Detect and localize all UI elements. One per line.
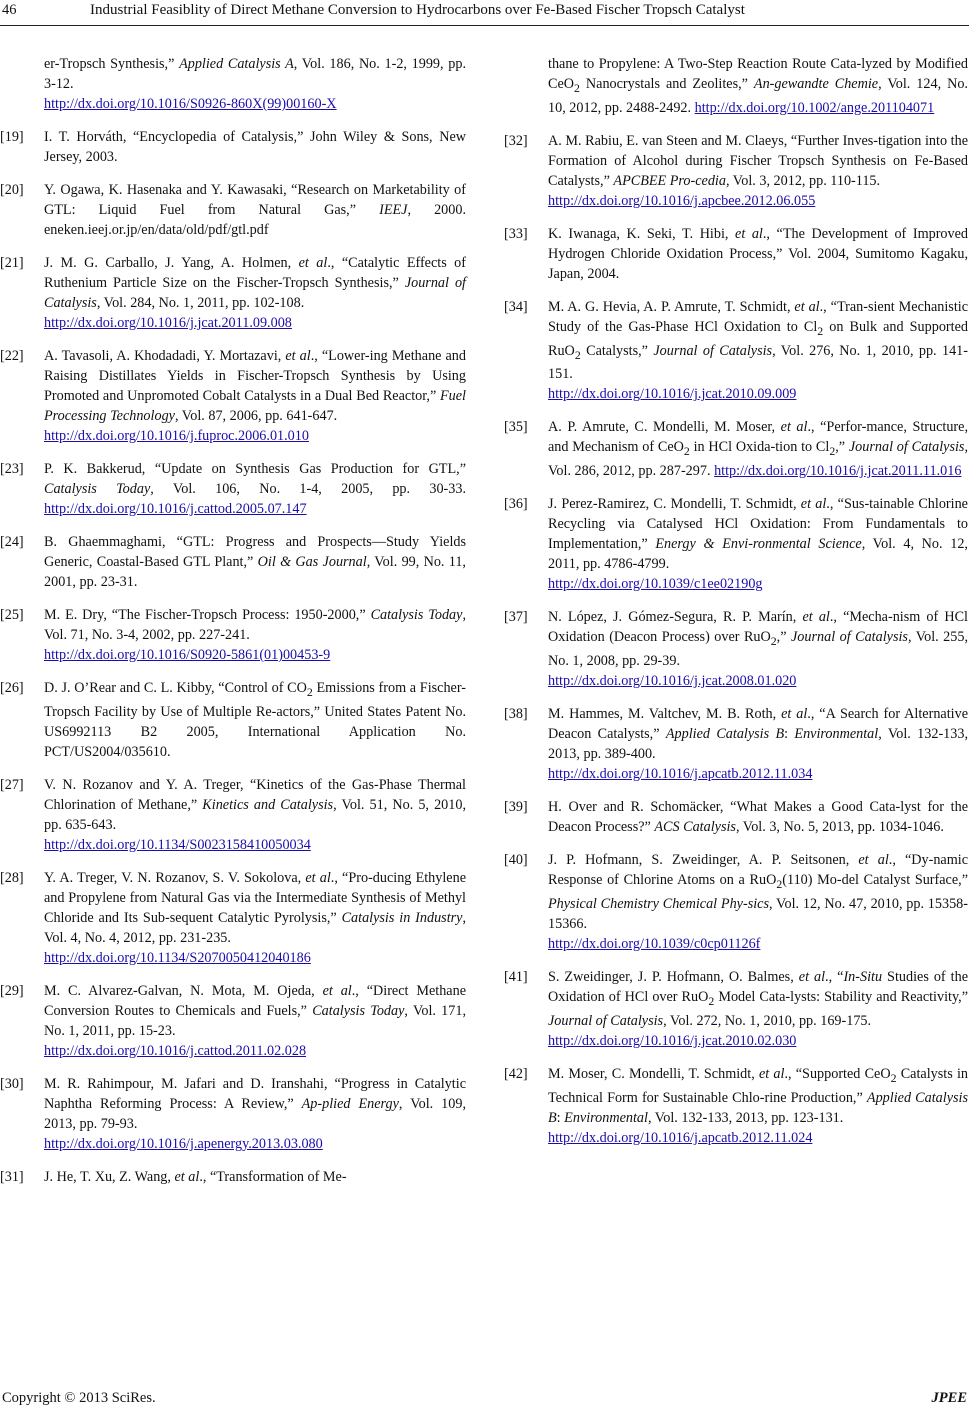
doi-link[interactable]: http://dx.doi.org/10.1039/c1ee02190g [548, 576, 763, 593]
doi-link[interactable]: http://dx.doi.org/10.1039/c0cp01126f [548, 935, 761, 952]
reference-text [548, 1064, 968, 1148]
reference-text [548, 797, 968, 837]
reference-number: [26] [0, 680, 24, 696]
reference-number: [29] [0, 982, 24, 999]
reference-entry [504, 704, 968, 784]
reference-text [44, 1167, 466, 1187]
reference-number: [22] [0, 348, 24, 364]
reference-text [44, 678, 466, 762]
doi-link[interactable]: http://dx.doi.org/10.1016/j.cattod.2011.02.028 [44, 1042, 307, 1059]
reference-citation: D. J. O’Rear and C. L. Kibby, “Control of $CO_2$ Emissions from a Fischer-Tropsch Facility by Use of Multiple Re-actors,” United States Patent No. US6992113 B2 2005, International Application No. PCT/US2004/035610. [44, 680, 467, 760]
reference-entry [0, 868, 466, 968]
reference-text [548, 607, 968, 691]
reference-entry [0, 180, 466, 240]
reference-number: [27] [0, 776, 24, 793]
journal-abbreviation: JPEE [931, 1390, 967, 1406]
page-number: 46 [2, 2, 17, 18]
doi-link[interactable]: http://dx.doi.org/10.1016/j.fuproc.2006.01.010 [44, 428, 309, 444]
reference-citation: I. T. Horváth, “Encyclopedia of Catalysis,” John Wiley & Sons, New Jersey, 2003. [44, 129, 466, 165]
reference-citation: Y. A. Treger, V. N. Rozanov, S. V. Sokolova, et al., “Pro-ducing Ethylene and Propylene from Natural Gas via the Intermediate Synthesis of Methyl Chloride and Its Sub-sequent Catalytic Pyrolysis,” Catalysis in Industry, Vol. 4, No. 4, 2012, pp. 231-235. [44, 869, 467, 946]
reference-text [44, 868, 466, 968]
doi-link[interactable]: http://dx.doi.org/10.1016/j.apcatb.2012.11.024 [548, 1129, 813, 1146]
reference-entry [0, 605, 466, 665]
reference-citation: J. P. Hofmann, S. Zweidinger, A. P. Seitsonen, et al., “Dy-namic Response of Chlorine Atoms on a RuO$_2$(110) Mo-del Catalyst Surface,” Physical Chemistry Chemical Phy-sics, Vol. 12, No. 47, 2010, pp. 15358-15366. [548, 852, 968, 932]
reference-citation: P. K. Bakkerud, “Update on Synthesis Gas Production for GTL,” Catalysis Today, Vol. 106, No. 1-4, 2005, pp. 30-33. [44, 461, 466, 497]
doi-link[interactable]: http://dx.doi.org/10.1016/j.jcat.2008.01.020 [548, 673, 797, 690]
reference-citation: H. Over and R. Schomäcker, “What Makes a Good Cata-lyst for the Deacon Process?” ACS Catalysis, Vol. 3, No. 5, 2013, pp. 1034-1046. [548, 799, 968, 836]
reference-entry [504, 297, 968, 405]
header-rule [0, 25, 969, 26]
reference-citation: M. Hammes, M. Valtchev, M. B. Roth, et al., “A Search for Alternative Deacon Catalysts,” Applied Catalysis B: Environmental, Vol. 132-133, 2013, pp. 389-400. [548, 706, 969, 763]
running-title: Industrial Feasiblity of Direct Methane Conversion to Hydrocarbons over Fe-Based Fischer Tropsch Catalyst [90, 2, 745, 18]
reference-text [548, 494, 968, 594]
reference-entry [0, 775, 466, 855]
doi-link[interactable]: http://dx.doi.org/10.1016/j.apenergy.2013.03.080 [44, 1135, 323, 1152]
reference-number: [33] [504, 225, 528, 242]
reference-entry [504, 850, 968, 954]
page-footer [0, 1390, 969, 1412]
doi-link[interactable]: http://dx.doi.org/10.1016/j.cattod.2005.07.147 [44, 501, 307, 517]
reference-entry [504, 224, 968, 284]
reference-citation: A. P. Amrute, C. Mondelli, M. Moser, et al., “Perfor-mance, Structure, and Mechanism of CeO$_2$ in HCl Oxida-tion to $Cl_2$,” Journal of Catalysis, Vol. 286, 2012, pp. 287-297. [548, 419, 969, 480]
reference-number: [35] [504, 419, 528, 436]
reference-citation: V. N. Rozanov and Y. A. Treger, “Kinetics of the Gas-Phase Thermal Chlorination of Methane,” Kinetics and Catalysis, Vol. 51, No. 5, 2010, pp. 635-643. [44, 776, 466, 833]
reference-number: [19] [0, 129, 24, 145]
reference-citation: J. M. G. Carballo, J. Yang, A. Holmen, et al., “Catalytic Effects of Ruthenium Particle Size on the Fischer-Tropsch Synthesis,” Journal of Catalysis, Vol. 284, No. 1, 2011, pp. 102-108. [44, 255, 466, 311]
reference-number: [38] [504, 706, 528, 723]
reference-number: [28] [0, 869, 24, 886]
reference-entry [0, 981, 466, 1061]
reference-number: [21] [0, 255, 24, 271]
doi-link[interactable]: http://dx.doi.org/10.1016/j.jcat.2011.11.016 [714, 463, 962, 480]
doi-link[interactable]: http://dx.doi.org/10.1016/j.apcbee.2012.06.055 [548, 192, 816, 209]
reference-entry [0, 1167, 466, 1187]
doi-link[interactable]: http://dx.doi.org/10.1016/S0926-860X(99)00160-X [44, 96, 337, 112]
reference-text [44, 775, 466, 855]
reference-text [548, 54, 968, 118]
reference-citation: thane to Propylene: A Two-Step Reaction Route Cata-lyzed by Modified CeO$_2$ Nanocrystals and Zeolites,” An-gewandte Chemie, Vol. 124, No. 10, 2012, pp. 2488-2492. [548, 56, 968, 116]
reference-text [548, 297, 968, 405]
reference-entry [504, 131, 968, 211]
reference-text [548, 417, 968, 481]
reference-entry [0, 346, 466, 446]
doi-link[interactable]: http://dx.doi.org/10.1134/S0023158410050034 [44, 836, 311, 853]
reference-citation: M. C. Alvarez-Galvan, N. Mota, M. Ojeda, et al., “Direct Methane Conversion Routes to Chemicals and Fuels,” Catalysis Today, Vol. 171, No. 1, 2011, pp. 15-23. [44, 982, 466, 1039]
reference-text [44, 981, 466, 1061]
doi-link[interactable]: http://dx.doi.org/10.1016/j.jcat.2010.02.030 [548, 1032, 797, 1049]
reference-number: [25] [0, 607, 24, 623]
reference-number: [40] [504, 852, 528, 869]
reference-text [44, 253, 466, 333]
reference-entry [504, 417, 968, 481]
reference-citation: J. Perez-Ramirez, C. Mondelli, T. Schmidt, et al., “Sus-tainable Chlorine Recycling via Catalysed HCl Oxidation: From Fundamentals to Implementation,” Energy & Envi-ronmental Science, Vol. 4, No. 12, 2011, pp. 4786-4799. [548, 496, 968, 573]
doi-link[interactable]: http://dx.doi.org/10.1016/j.apcatb.2012.11.034 [548, 766, 813, 783]
page-header [0, 2, 969, 26]
reference-citation: Y. Ogawa, K. Hasenaka and Y. Kawasaki, “Research on Marketability of GTL: Liquid Fuel from Natural Gas,” IEEJ, 2000. eneken.ieej.or.jp/en/data/old/pdf/gtl.pdf [44, 182, 467, 238]
reference-entry [504, 1064, 968, 1148]
reference-entry [504, 967, 968, 1051]
reference-number: [36] [504, 496, 528, 513]
reference-number: [20] [0, 182, 24, 198]
reference-number: [31] [0, 1168, 24, 1185]
reference-text [548, 850, 968, 954]
reference-entry [0, 54, 466, 114]
doi-link[interactable]: http://dx.doi.org/10.1016/S0920-5861(01)00453-9 [44, 647, 331, 663]
reference-text [44, 1074, 466, 1154]
reference-entry [504, 797, 968, 837]
reference-entry [0, 253, 466, 333]
reference-entry [504, 54, 968, 118]
reference-entry [0, 127, 466, 167]
reference-text [44, 180, 466, 240]
reference-text [44, 54, 466, 114]
reference-citation: A. M. Rabiu, E. van Steen and M. Claeys, “Further Inves-tigation into the Formation of Alcohol during Fischer Tropsch Synthesis on Fe-Based Catalysts,” APCBEE Pro-cedia, Vol. 3, 2012, pp. 110-115. [548, 132, 968, 189]
reference-number: [41] [504, 968, 528, 985]
reference-entry [0, 1074, 466, 1154]
reference-citation: M. A. G. Hevia, A. P. Amrute, T. Schmidt, et al., “Tran-sient Mechanistic Study of the Gas-Phase HCl Oxidation to $Cl_2$ on Bulk and Supported RuO$_2$ Catalysts,” Journal of Catalysis, Vol. 276, No. 1, 2010, pp. 141-151. [548, 298, 969, 383]
reference-number: [37] [504, 609, 528, 626]
reference-citation: er-Tropsch Synthesis,” Applied Catalysis A, Vol. 186, No. 1-2, 1999, pp. 3-12. [44, 56, 466, 92]
reference-entry [0, 678, 466, 762]
references-column-left [0, 54, 466, 1200]
reference-number: [42] [504, 1065, 528, 1082]
reference-text [548, 224, 968, 284]
doi-link[interactable]: http://dx.doi.org/10.1134/S2070050412040186 [44, 949, 311, 966]
reference-citation: J. He, T. Xu, Z. Wang, et al., “Transformation of Me- [44, 1168, 347, 1185]
reference-citation: A. Tavasoli, A. Khodadadi, Y. Mortazavi, et al., “Lower-ing Methane and Raising Distillates Yields in Fischer-Tropsch Synthesis by Using Promoted and Unpromoted Cobalt Catalysts in a Dual Bed Reactor,” Fuel Processing Technology, Vol. 87, 2006, pp. 641-647. [44, 348, 466, 424]
reference-citation: M. R. Rahimpour, M. Jafari and D. Iranshahi, “Progress in Catalytic Naphtha Reforming Process: A Review,” Ap-plied Energy, Vol. 109, 2013, pp. 79-93. [44, 1075, 466, 1132]
reference-entry [504, 607, 968, 691]
reference-text [548, 967, 968, 1051]
reference-citation: M. E. Dry, “The Fischer-Tropsch Process: 1950-2000,” Catalysis Today, Vol. 71, No. 3-4, 2002, pp. 227-241. [44, 607, 466, 643]
doi-link[interactable]: http://dx.doi.org/10.1016/j.jcat.2011.09.008 [44, 315, 292, 331]
reference-citation: S. Zweidinger, J. P. Hofmann, O. Balmes, et al., “In-Situ Studies of the Oxidation of HCl over RuO$_2$ Model Cata-lysts: Stability and Reactivity,” Journal of Catalysis, Vol. 272, No. 1, 2010, pp. 169-175. [548, 968, 968, 1029]
reference-number: [34] [504, 298, 528, 315]
reference-entry [0, 532, 466, 592]
reference-number: [24] [0, 534, 24, 550]
reference-text [44, 127, 466, 167]
reference-entry [0, 459, 466, 519]
reference-number: [39] [504, 799, 528, 816]
reference-text [548, 131, 968, 211]
reference-citation: M. Moser, C. Mondelli, T. Schmidt, et al., “Supported CeO$_2$ Catalysts in Technical Form for Sustainable Chlo-rine Production,” Applied Catalysis B: Environmental, Vol. 132-133, 2013, pp. 123-131. [548, 1065, 968, 1126]
reference-number: [30] [0, 1075, 24, 1092]
reference-text [548, 704, 968, 784]
copyright-notice: Copyright © 2013 SciRes. [2, 1390, 156, 1406]
reference-text [44, 346, 466, 446]
reference-citation: B. Ghaemmaghami, “GTL: Progress and Prospects—Study Yields Generic, Coastal-Based GTL Plant,” Oil & Gas Journal, Vol. 99, No. 11, 2001, pp. 23-31. [44, 534, 466, 590]
references-column-right [504, 54, 968, 1161]
reference-number: [32] [504, 132, 528, 149]
doi-link[interactable]: http://dx.doi.org/10.1002/ange.201104071 [694, 99, 935, 116]
reference-citation: K. Iwanaga, K. Seki, T. Hibi, et al., “The Development of Improved Hydrogen Chloride Oxidation Process,” Vol. 2004, Sumitomo Kagaku, Japan, 2004. [548, 225, 968, 282]
reference-citation: N. López, J. Gómez-Segura, R. P. Marín, et al., “Mecha-nism of HCl Oxidation (Deacon Process) over RuO$_2$,” Journal of Catalysis, Vol. 255, No. 1, 2008, pp. 29-39. [548, 609, 969, 670]
reference-text [44, 459, 466, 519]
reference-number: [23] [0, 461, 24, 477]
reference-text [44, 605, 466, 665]
reference-entry [504, 494, 968, 594]
reference-text [44, 532, 466, 592]
doi-link[interactable]: http://dx.doi.org/10.1016/j.jcat.2010.09.009 [548, 386, 797, 403]
